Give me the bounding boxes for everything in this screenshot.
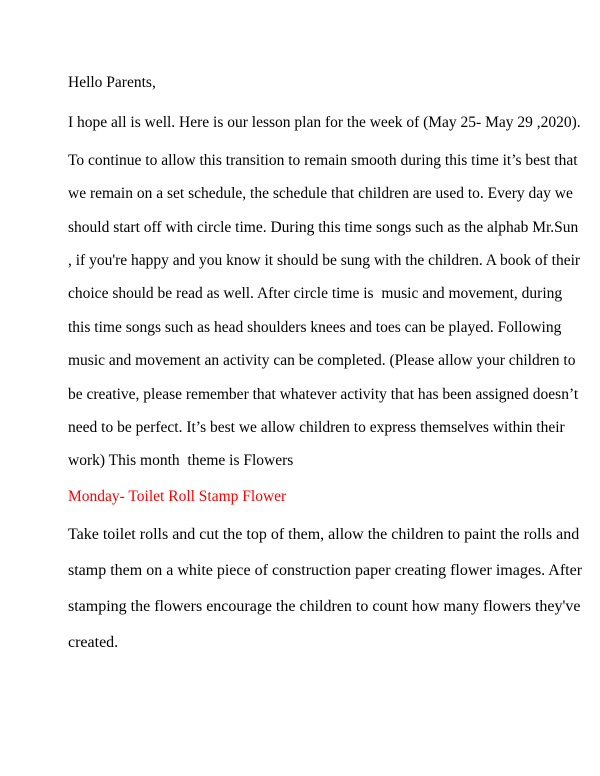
overview-line: be creative, please remember that whatever activity that has been assigned doesn’t bbox=[68, 385, 579, 403]
monday-line: stamping the flowers encourage the children to count how many flowers they've bbox=[68, 598, 581, 616]
letter-body bbox=[68, 66, 583, 661]
overview-line: this time songs such as head shoulders knees and toes can be played. Following bbox=[68, 318, 562, 336]
overview-line: we remain on a set schedule, the schedule that children are used to. Every day we bbox=[68, 185, 573, 203]
overview-line: work) This month theme is Flowers bbox=[68, 452, 294, 470]
overview-line: choice should be read as well. After circle time is music and movement, during bbox=[68, 285, 563, 303]
salutation-line: Hello Parents, bbox=[68, 74, 156, 91]
monday-line: stamp them on a white piece of construction paper creating flower images. After bbox=[68, 562, 583, 580]
overview-line: , if you're happy and you know it should be sung with the children. A book of their bbox=[68, 252, 581, 270]
monday-paragraph bbox=[68, 517, 583, 661]
overview-line: need to be perfect. It’s best we allow children to express themselves within their bbox=[68, 419, 565, 437]
overview-line: should start off with circle time. During this time songs such as the alphab Mr.Sun bbox=[68, 218, 579, 236]
monday-line: created. bbox=[68, 634, 119, 652]
overview-line: To continue to allow this transition to remain smooth during this time it’s best that bbox=[68, 151, 578, 169]
overview-paragraph bbox=[68, 144, 581, 478]
monday-line: Take toilet rolls and cut the top of them, allow the children to paint the rolls and bbox=[68, 526, 580, 544]
overview-line: music and movement an activity can be completed. (Please allow your children to bbox=[68, 352, 576, 370]
monday-activity-heading: Monday- Toilet Roll Stamp Flower bbox=[68, 487, 287, 505]
intro-line: I hope all is well. Here is our lesson plan for the week of (May 25- May 29 ,2020). bbox=[68, 114, 581, 132]
